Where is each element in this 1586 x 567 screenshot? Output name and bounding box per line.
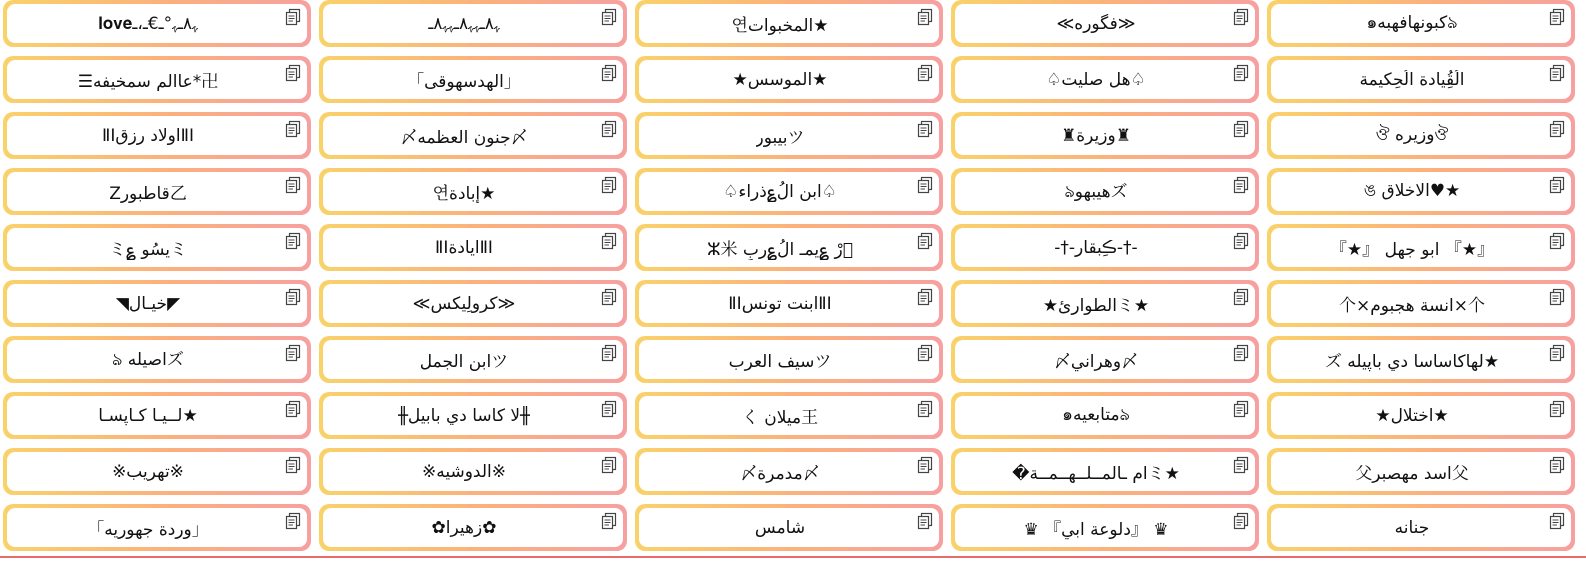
styled-name-text[interactable]: ♛ 『دلوعة ابي』 ♛ xyxy=(1023,520,1169,540)
name-card[interactable] xyxy=(319,0,627,47)
name-card-inner xyxy=(639,340,939,379)
styled-name-text[interactable]: ★ミام ـالمــلــهــمــة� xyxy=(1012,464,1180,484)
name-card-inner xyxy=(7,4,307,43)
copy-icon[interactable] xyxy=(917,64,933,82)
name-card[interactable] xyxy=(951,56,1259,103)
name-card[interactable] xyxy=(319,336,627,383)
copy-icon[interactable] xyxy=(601,176,617,194)
copy-icon[interactable] xyxy=(1549,288,1565,306)
styled-name-text[interactable]: ﮩ٨ـﮩ°ـ€ـ،ـ𝐥𝐨𝐯𝐞 xyxy=(98,13,198,34)
name-card-inner xyxy=(955,284,1255,323)
styled-name-text[interactable]: ⅡⅠابنت تونسⅡⅠ xyxy=(728,293,832,314)
name-card[interactable] xyxy=(1267,112,1575,159)
copy-icon[interactable] xyxy=(601,456,617,474)
copy-icon[interactable] xyxy=(285,344,301,362)
styled-name-text[interactable]: ズاصيله ঌ xyxy=(112,349,184,370)
copy-icon[interactable] xyxy=(285,232,301,250)
styled-name-text[interactable]: 王ميلان く xyxy=(741,408,819,428)
styled-name-text[interactable]: ╫لا كاسا دي بابيل╫ xyxy=(397,405,531,426)
copy-icon[interactable] xyxy=(285,8,301,26)
name-card-inner xyxy=(1271,452,1571,491)
styled-name-text[interactable]: ツسيف العرب xyxy=(728,352,832,372)
name-card[interactable] xyxy=(635,448,943,495)
name-card[interactable] xyxy=(1267,336,1575,383)
name-card[interactable] xyxy=(3,56,311,103)
copy-icon[interactable] xyxy=(601,64,617,82)
styled-name-text[interactable]: 〆وهراني〆 xyxy=(1053,352,1139,372)
name-card[interactable] xyxy=(3,392,311,439)
name-card[interactable] xyxy=(951,336,1259,383)
name-card[interactable] xyxy=(319,392,627,439)
copy-icon[interactable] xyxy=(1549,456,1565,474)
name-card-inner xyxy=(323,60,623,99)
styled-name-text[interactable]: شامس xyxy=(754,517,806,538)
copy-icon[interactable] xyxy=(1233,232,1249,250)
name-card[interactable] xyxy=(951,392,1259,439)
name-card-inner xyxy=(955,340,1255,379)
styled-name-text[interactable]: ♤ابن الُ؏ذراء♤ xyxy=(723,182,837,202)
copy-icon[interactable] xyxy=(917,8,933,26)
styled-name-text[interactable]: ✿زهيرا✿ xyxy=(431,517,497,538)
name-card-inner xyxy=(7,508,307,547)
name-card-inner xyxy=(639,284,939,323)
name-card-inner xyxy=(1271,340,1571,379)
styled-name-text[interactable]: ≪كرولِيكس≫ xyxy=(412,293,516,314)
styled-name-text[interactable]: الُقُِيادة الُحِكيمة xyxy=(1359,69,1465,90)
copy-icon[interactable] xyxy=(1233,176,1249,194)
styled-name-text[interactable]: 〆مدمرة〆 xyxy=(740,464,820,484)
styled-name-text[interactable]: ঌمتابعيه๑ xyxy=(1062,405,1130,425)
styled-name-text[interactable]: ★♥الاخلاق ঙ xyxy=(1363,180,1461,201)
styled-name-text[interactable]: ♤هل صليت♤ xyxy=(1046,69,1146,90)
name-card[interactable] xyxy=(635,168,943,215)
name-card-inner xyxy=(955,396,1255,435)
copy-icon[interactable] xyxy=(1549,400,1565,418)
name-card[interactable] xyxy=(635,224,943,271)
name-card[interactable] xyxy=(951,448,1259,495)
name-card[interactable] xyxy=(635,504,943,551)
copy-icon[interactable] xyxy=(285,120,301,138)
styled-name-text[interactable]: ঔوزيره ঔ xyxy=(1375,124,1449,145)
styled-name-text[interactable]: -†-ڪِبقار-†- xyxy=(1054,237,1138,258)
name-card[interactable] xyxy=(635,0,943,47)
name-card[interactable] xyxy=(951,280,1259,327)
name-card-inner xyxy=(1271,172,1571,211)
copy-icon[interactable] xyxy=(917,232,933,250)
name-card[interactable] xyxy=(1267,224,1575,271)
copy-icon[interactable] xyxy=(285,456,301,474)
styled-name-text[interactable]: 「وردة جهوريه」 xyxy=(87,520,209,540)
name-card-inner xyxy=(323,340,623,379)
copy-icon[interactable] xyxy=(601,400,617,418)
copy-icon[interactable] xyxy=(601,8,617,26)
name-card[interactable] xyxy=(1267,504,1575,551)
styled-name-text[interactable]: ズهيبهوঌ xyxy=(1064,181,1128,202)
styled-name-text[interactable]: ঌكبونهافهبه๑ xyxy=(1366,13,1458,33)
name-card[interactable] xyxy=(635,392,943,439)
styled-name-text[interactable]: ≪فگوره≫ xyxy=(1056,13,1136,34)
name-card-inner xyxy=(955,4,1255,43)
styled-name-text[interactable]: Ꮨِرْ ؏يمـ الُ؏ربِ ⵣ米 xyxy=(707,240,853,260)
copy-icon[interactable] xyxy=(285,288,301,306)
copy-icon[interactable] xyxy=(285,400,301,418)
name-card-inner xyxy=(639,116,939,155)
name-card-inner xyxy=(955,452,1255,491)
styled-name-text[interactable]: ※الدوشيه※ xyxy=(421,461,506,482)
name-card[interactable] xyxy=(1267,448,1575,495)
styled-name-text[interactable]: ﮩ٨ـﮩﮩ٨ـﮩﮩ٨ـ xyxy=(428,13,500,34)
copy-icon[interactable] xyxy=(1233,120,1249,138)
copy-icon[interactable] xyxy=(601,288,617,306)
name-card[interactable] xyxy=(319,280,627,327)
name-card[interactable] xyxy=(635,56,943,103)
name-card[interactable] xyxy=(635,112,943,159)
name-card-inner xyxy=(7,452,307,491)
name-card-inner xyxy=(639,228,939,267)
name-card-inner xyxy=(639,452,939,491)
name-card[interactable] xyxy=(1267,0,1575,47)
name-card-inner xyxy=(323,4,623,43)
styled-name-text[interactable]: ⅡⅠايادةⅡⅠ xyxy=(435,237,493,258)
styled-name-text[interactable]: ツبيبور xyxy=(755,128,805,148)
name-card[interactable] xyxy=(1267,168,1575,215)
name-card-inner xyxy=(323,172,623,211)
copy-icon[interactable] xyxy=(917,344,933,362)
name-card[interactable] xyxy=(1267,56,1575,103)
styled-name-text[interactable]: ツابن الجمل xyxy=(419,352,509,372)
name-card[interactable] xyxy=(3,280,311,327)
name-card-inner xyxy=(1271,60,1571,99)
name-card-inner xyxy=(7,60,307,99)
name-card-inner xyxy=(639,60,939,99)
name-card[interactable] xyxy=(951,112,1259,159)
name-card[interactable] xyxy=(3,168,311,215)
copy-icon[interactable] xyxy=(1233,344,1249,362)
styled-name-text[interactable]: 乙قاطبورZ xyxy=(109,184,187,204)
name-card-inner xyxy=(955,172,1255,211)
styled-name-text[interactable]: ★اختلال★ xyxy=(1375,405,1449,426)
name-card[interactable] xyxy=(3,224,311,271)
styled-name-text[interactable]: ミيسُو ؏ミ xyxy=(108,240,188,260)
name-card-inner xyxy=(1271,4,1571,43)
styled-name-text[interactable]: ★لهاكاساسا دي باپيله ズ xyxy=(1324,352,1500,372)
copy-icon[interactable] xyxy=(917,400,933,418)
name-card-inner xyxy=(7,116,307,155)
copy-icon[interactable] xyxy=(601,512,617,530)
name-card-inner xyxy=(323,284,623,323)
styled-name-text[interactable]: 「الهدسهوقى」 xyxy=(407,72,521,92)
name-card[interactable] xyxy=(951,224,1259,271)
bottom-divider xyxy=(0,556,1586,558)
styled-name-text[interactable]: 『★』 ابو جهل 『★』 xyxy=(1329,240,1495,260)
name-card[interactable] xyxy=(951,168,1259,215)
name-card-inner xyxy=(1271,228,1571,267)
copy-icon[interactable] xyxy=(1549,120,1565,138)
name-card-inner xyxy=(7,340,307,379)
name-card[interactable] xyxy=(319,56,627,103)
name-card-inner xyxy=(323,116,623,155)
name-card-inner xyxy=(639,396,939,435)
name-card-inner xyxy=(639,4,939,43)
name-card-inner xyxy=(1271,116,1571,155)
name-card-inner xyxy=(639,508,939,547)
name-card[interactable] xyxy=(3,336,311,383)
copy-icon[interactable] xyxy=(917,288,933,306)
name-card[interactable] xyxy=(319,504,627,551)
name-card[interactable] xyxy=(3,448,311,495)
styled-name-text[interactable]: ★لــيـا كـاپسـا xyxy=(98,405,198,426)
name-card-inner xyxy=(7,228,307,267)
copy-icon[interactable] xyxy=(1549,64,1565,82)
name-card[interactable] xyxy=(319,224,627,271)
name-card-inner xyxy=(1271,396,1571,435)
copy-icon[interactable] xyxy=(1549,176,1565,194)
styled-name-text[interactable]: ★الموسس★ xyxy=(732,69,828,90)
name-card[interactable] xyxy=(3,504,311,551)
name-card-inner xyxy=(955,116,1255,155)
copy-icon[interactable] xyxy=(285,176,301,194)
name-card-inner xyxy=(323,396,623,435)
copy-icon[interactable] xyxy=(601,344,617,362)
name-card-inner xyxy=(323,228,623,267)
copy-icon[interactable] xyxy=(1233,288,1249,306)
name-card[interactable] xyxy=(319,448,627,495)
name-card[interactable] xyxy=(635,280,943,327)
name-card-inner xyxy=(1271,284,1571,323)
copy-icon[interactable] xyxy=(601,232,617,250)
copy-icon[interactable] xyxy=(1233,8,1249,26)
copy-icon[interactable] xyxy=(1549,232,1565,250)
styled-name-text[interactable]: جنانه xyxy=(1394,517,1430,538)
copy-icon[interactable] xyxy=(917,176,933,194)
name-card-inner xyxy=(323,508,623,547)
name-card-inner xyxy=(639,172,939,211)
copy-icon[interactable] xyxy=(917,120,933,138)
name-card[interactable] xyxy=(951,0,1259,47)
name-card-inner xyxy=(955,508,1255,547)
copy-icon[interactable] xyxy=(917,512,933,530)
copy-icon[interactable] xyxy=(1549,8,1565,26)
copy-icon[interactable] xyxy=(1549,512,1565,530)
styled-name-text[interactable]: 父اسد مهصبر父 xyxy=(1355,464,1469,484)
copy-icon[interactable] xyxy=(1549,344,1565,362)
name-card-inner xyxy=(1271,508,1571,547)
name-card[interactable] xyxy=(1267,392,1575,439)
name-card-inner xyxy=(955,60,1255,99)
copy-icon[interactable] xyxy=(917,456,933,474)
copy-icon[interactable] xyxy=(1233,456,1249,474)
name-card-inner xyxy=(7,396,307,435)
name-card[interactable] xyxy=(1267,280,1575,327)
name-card-inner xyxy=(7,284,307,323)
styled-name-text[interactable]: 〆جنون العظمه〆 xyxy=(400,128,528,148)
styled-name-text[interactable]: ★ミالطوارئ★ xyxy=(1042,296,1150,316)
styled-name-text[interactable]: ※تهريب※ xyxy=(112,461,184,482)
name-card[interactable] xyxy=(635,336,943,383)
copy-icon[interactable] xyxy=(285,64,301,82)
name-card[interactable] xyxy=(319,112,627,159)
copy-icon[interactable] xyxy=(601,120,617,138)
name-card-inner xyxy=(7,172,307,211)
copy-icon[interactable] xyxy=(1233,400,1249,418)
styled-name-text[interactable]: ⅡⅠاولاد رزقⅡⅠ xyxy=(102,125,194,146)
name-card[interactable] xyxy=(951,504,1259,551)
styled-name-text[interactable]: ★المخبوات연 xyxy=(731,16,829,36)
styled-name-text[interactable]: ★إبادة연 xyxy=(432,184,496,204)
name-card[interactable] xyxy=(3,112,311,159)
styled-name-text[interactable]: 卍*عاالم سمخيفه☰ xyxy=(77,72,219,92)
name-card-inner xyxy=(955,228,1255,267)
copy-icon[interactable] xyxy=(1233,512,1249,530)
copy-icon[interactable] xyxy=(1233,64,1249,82)
name-card[interactable] xyxy=(3,0,311,47)
styled-name-text[interactable]: ♜وزيرة♜ xyxy=(1061,125,1131,146)
name-card[interactable] xyxy=(319,168,627,215)
styled-name-text[interactable]: 个×انسة هجبوم×个 xyxy=(1338,296,1485,316)
copy-icon[interactable] xyxy=(285,512,301,530)
styled-name-text[interactable]: ◤خيـال◥ xyxy=(115,293,181,314)
name-card-inner xyxy=(323,452,623,491)
